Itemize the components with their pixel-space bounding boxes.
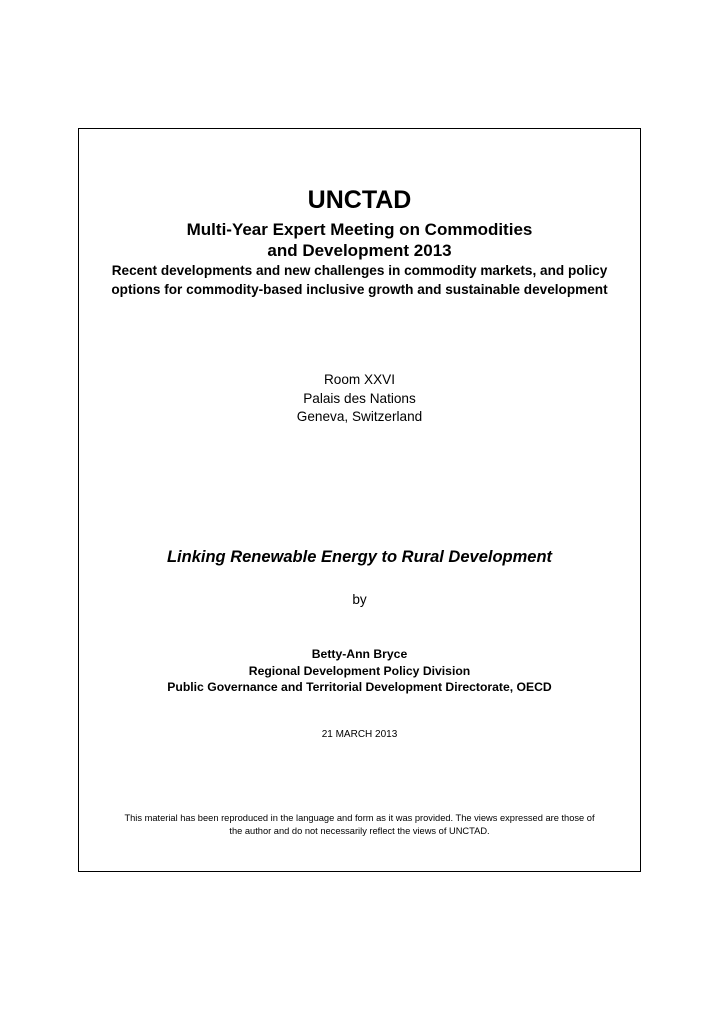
disclaimer-line-2: the author and do not necessarily reflect the views of UNCTAD. <box>229 826 490 836</box>
author-division: Regional Development Policy Division <box>248 663 471 678</box>
presentation-title: Linking Renewable Energy to Rural Development <box>166 548 553 566</box>
by-label: by <box>352 592 367 607</box>
disclaimer-line-1: This material has been reproduced in the language and form as it was provided. The views expressed are those of <box>124 813 595 823</box>
meeting-title-line-1: Multi-Year Expert Meeting on Commodities <box>186 220 533 239</box>
disclaimer <box>79 812 640 838</box>
cover-page-frame <box>78 128 641 872</box>
author-name: Betty-Ann Bryce <box>311 647 408 661</box>
presentation-date: 21 MARCH 2013 <box>321 729 398 740</box>
venue-city: Geneva, Switzerland <box>296 409 423 424</box>
author-block <box>79 646 640 696</box>
venue-building: Palais des Nations <box>303 390 416 406</box>
venue-block <box>79 371 640 427</box>
meeting-topic-line-2: options for commodity-based inclusive growth and sustainable development <box>111 282 608 297</box>
meeting-title-line-2: and Development 2013 <box>267 241 452 260</box>
organization-heading: UNCTAD <box>307 186 412 214</box>
meeting-topic <box>79 261 640 299</box>
author-directorate: Public Governance and Territorial Development Directorate, OECD <box>167 680 552 694</box>
meeting-topic-line-1: Recent developments and new challenges in commodity markets, and policy <box>111 263 608 278</box>
meeting-title <box>79 219 640 261</box>
venue-room: Room XXVI <box>323 372 395 387</box>
